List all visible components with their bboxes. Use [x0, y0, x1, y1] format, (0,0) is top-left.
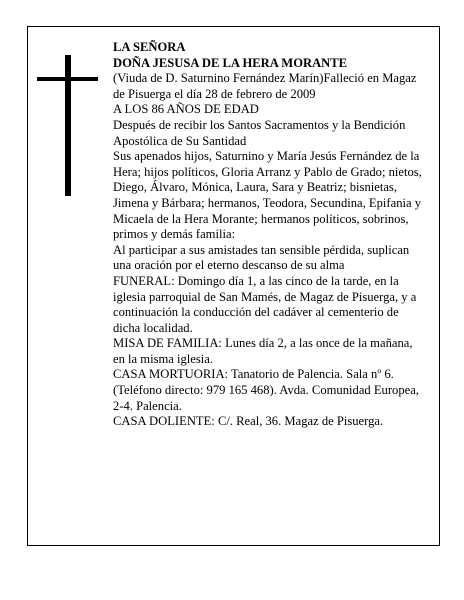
phone-address-info: (Teléfono directo: 979 165 468). Avda. Comunidad Europea, 2-4. Palencia.: [113, 383, 419, 413]
family-list: Sus apenados hijos, Saturnino y María Jesús Fernández de la Hera; hijos políticos, Gloria Arranz y Pablo de Grado; nietos, Diego, Álvaro, Mónica, Laura, Sara y Beatriz; bisnietas, Jimena y Bárbara; hermanos, Teodora, Secundina, Epifania y Micaela de la Hera Morante; hermanos políticos, sobrinos, primos y demás familia:: [113, 149, 422, 242]
prayer-request: Al participar a sus amistades tan sensible pérdida, suplican una oración por el eterno descanso de su alma: [113, 242, 410, 273]
mortuary-info: CASA MORTUORIA: Tanatorio de Palencia. Sala nº 6.: [113, 367, 394, 382]
sacraments-text: Después de recibir los Santos Sacramentos y la Bendición Apostólica de Su Santidad: [113, 117, 406, 148]
mourning-house-info: CASA DOLIENTE: C/. Real, 36. Magaz de Pisuerga.: [113, 414, 384, 429]
deceased-name: DOÑA JESUSA DE LA HERA MORANTE: [113, 55, 348, 70]
age-at-death: A LOS 86 AÑOS DE EDAD: [113, 102, 259, 117]
family-mass-info: MISA DE FAMILIA: Lunes día 2, a las once de la mañana, en la misma iglesia.: [113, 336, 413, 366]
funeral-info: FUNERAL: Domingo día 1, a las cinco de la tarde, en la iglesia parroquial de San Mamés, de Magaz de Pisuerga, y a continuación la conducción del cadáver al cementerio de dicha localidad.: [113, 273, 417, 335]
cross-horizontal-bar: [37, 77, 98, 81]
widow-death-details: (Viuda de D. Saturnino Fernández Marín)Falleció en Magaz de Pisuerga el día 28 de febrero de 2009: [113, 71, 417, 101]
notice-title: LA SEÑORA: [113, 40, 186, 54]
obituary-text: [113, 40, 423, 430]
